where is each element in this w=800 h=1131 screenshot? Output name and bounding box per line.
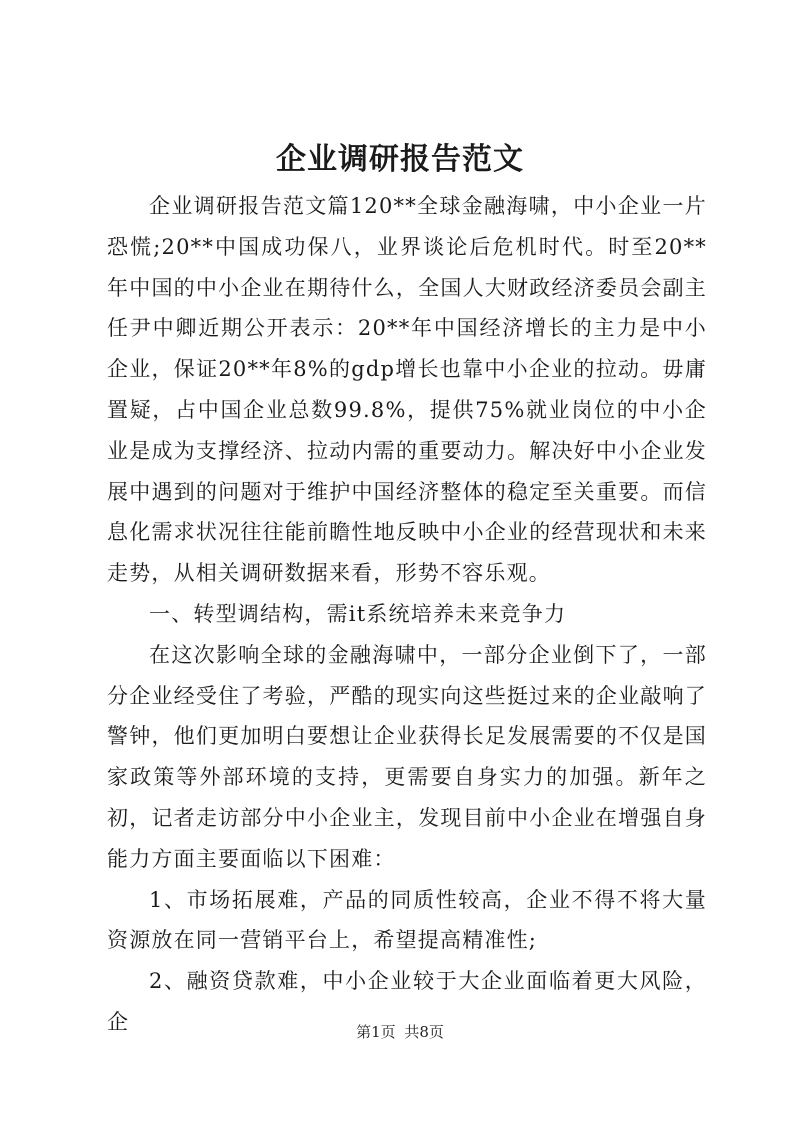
page-title: 企业调研报告范文 [276, 142, 524, 177]
list-item-2: 2、融资贷款难，中小企业较于大企业面临着更大风险，企 [107, 969, 707, 1034]
list-item-1: 1、市场拓展难，产品的同质性较高，企业不得不将大量资源放在同一营销平台上，希望提高精准性; [107, 887, 707, 953]
page-total: 共8页 [404, 1023, 444, 1041]
paragraph-context: 在这次影响全球的金融海啸中，一部分企业倒下了，一部分企业经受住了考验，严酷的现实向这些挺过来的企业敲响了警钟，他们更加明白要想让企业获得长足发展需要的不仅是国家政策等外部环境的支持，更需要自身实力的加强。新年之初，记者走访部分中小企业主，发现目前中小企业在增强自身能力方面主要面临以下困难： [107, 642, 707, 871]
document-body [107, 186, 707, 1043]
section-heading: 一、转型调结构，需it系统培养未来竞争力 [149, 601, 567, 626]
page-number: 第1页 [356, 1023, 396, 1041]
page-footer [0, 1022, 800, 1042]
paragraph-intro: 企业调研报告范文篇120**全球金融海啸，中小企业一片恐慌;20**中国成功保八，业界谈论后危机时代。时至20**年中国的中小企业在期待什么，全国人大财政经济委员会副主任尹中卿近期公开表示：20**年中国经济增长的主力是中小企业，保证20**年8%的gdp增长也靠中小企业的拉动。毋庸置疑，占中国企业总数99.8%，提供75%就业岗位的中小企业是成为支撑经济、拉动内需的重要动力。解决好中小企业发展中遇到的问题对于维护中国经济整体的稳定至关重要。而信息化需求状况往往能前瞻性地反映中小企业的经营现状和未来走势，从相关调研数据来看，形势不容乐观。 [107, 194, 707, 586]
